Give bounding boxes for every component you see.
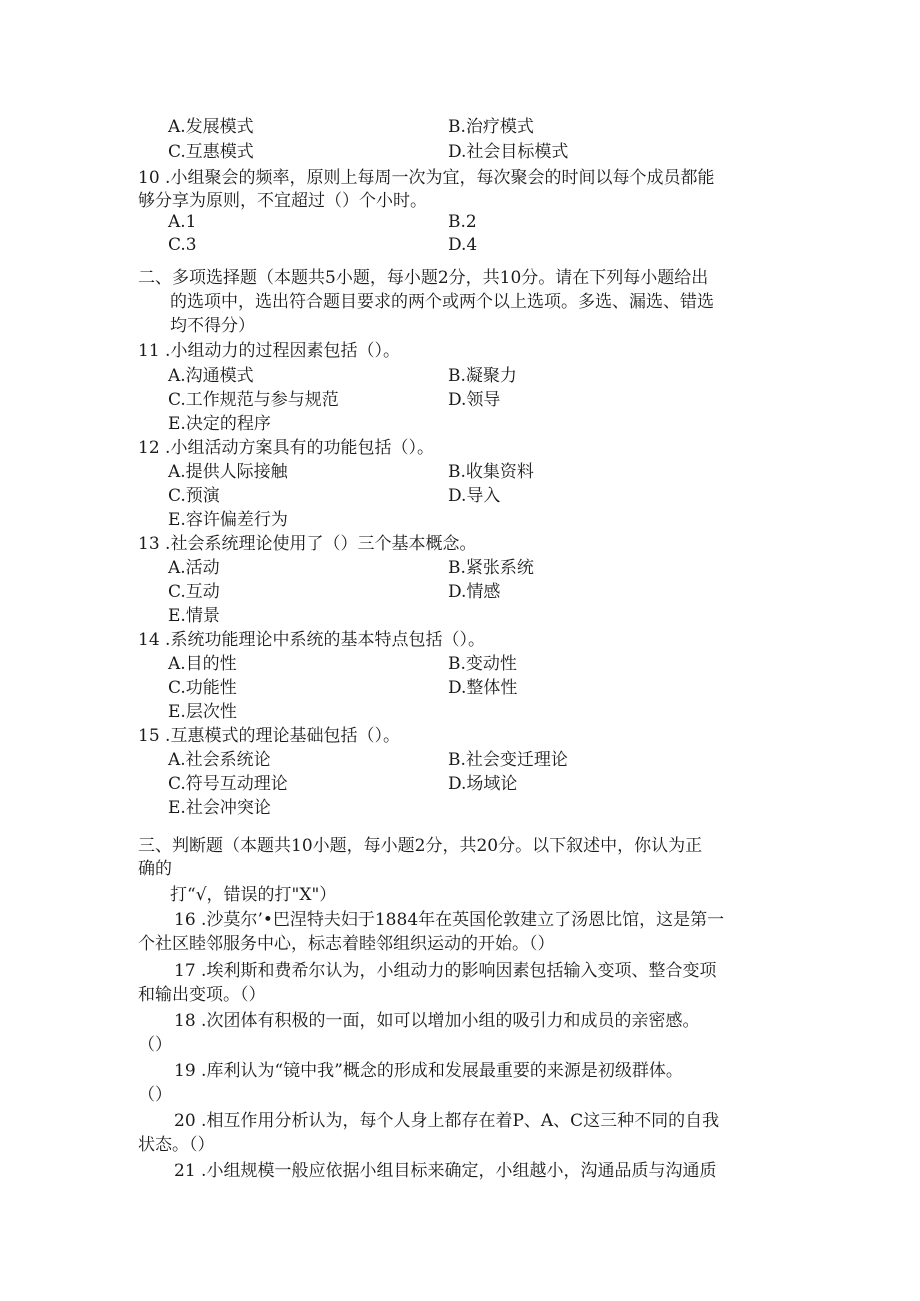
q12-option-a: A.提供人际接触	[168, 462, 288, 482]
q11-option-d: D.领导	[448, 390, 501, 410]
q13-option-a: A.活动	[168, 558, 220, 578]
q19-line2: （）	[138, 1085, 172, 1105]
q14-option-e: E.层次性	[168, 702, 237, 722]
q11-stem: 11 .小组动力的过程因素包括（）。	[138, 341, 400, 361]
q10-option-b: B.2	[448, 212, 477, 232]
q12-stem: 12 .小组活动方案具有的功能包括（）。	[138, 438, 434, 458]
q11-option-e: E.决定的程序	[168, 414, 271, 434]
q13-option-d: D.情感	[448, 582, 501, 602]
section2-heading-line3: 均不得分）	[170, 316, 255, 336]
q16-line2: 个社区睦邻服务中心，标志着睦邻组织运动的开始。（）	[138, 934, 555, 954]
q13-option-b: B.紧张系统	[448, 558, 534, 578]
q12-option-c: C.预演	[168, 486, 220, 506]
section3-heading-line1: 三、判断题（本题共10小题，每小题2分，共20分。以下叙述中，你认为正	[138, 836, 703, 856]
q9-option-d: D.社会目标模式	[448, 142, 569, 162]
q15-option-a: A.社会系统论	[168, 750, 271, 770]
q14-option-c: C.功能性	[168, 678, 237, 698]
section3-heading-line3: 打“√，错误的打"X"）	[170, 885, 337, 905]
q11-option-a: A.沟通模式	[168, 366, 254, 386]
section2-heading-line1: 二、多项选择题（本题共5小题，每小题2分，共10分。请在下列每小题给出	[138, 268, 709, 288]
q10-option-c: C.3	[168, 235, 197, 255]
q10-stem-line2: 够分享为原则，不宜超过（）个小时。	[138, 191, 427, 211]
q15-option-c: C.符号互动理论	[168, 774, 288, 794]
q10-stem-line1: 10 .小组聚会的频率，原则上每周一次为宜，每次聚会的时间以每个成员都能	[138, 168, 715, 188]
q14-option-b: B.变动性	[448, 654, 517, 674]
q14-stem: 14 .系统功能理论中系统的基本特点包括（）。	[138, 630, 485, 650]
q13-stem: 13 .社会系统理论使用了（）三个基本概念。	[138, 534, 477, 554]
q21-line1: 21 .小组规模一般应依据小组目标来确定，小组越小，沟通品质与沟通质	[174, 1161, 717, 1181]
q11-option-b: B.凝聚力	[448, 366, 517, 386]
q10-option-a: A.1	[168, 212, 197, 232]
q11-option-c: C.工作规范与参与规范	[168, 390, 339, 410]
q12-option-b: B.收集资料	[448, 462, 534, 482]
q15-option-d: D.场域论	[448, 774, 518, 794]
q10-option-d: D.4	[448, 235, 478, 255]
q14-option-a: A.目的性	[168, 654, 237, 674]
q18-line2: （）	[138, 1035, 172, 1055]
section2-heading-line2: 的选项中，选出符合题目要求的两个或两个以上选项。多选、漏选、错选	[170, 292, 714, 312]
q9-option-b: B.治疗模式	[448, 117, 534, 137]
q12-option-d: D.导入	[448, 486, 501, 506]
q18-line1: 18 .次团体有积极的一面，如可以增加小组的吸引力和成员的亲密感。	[174, 1011, 700, 1031]
q16-line1: 16 .沙莫尔’•巴涅特夫妇于1884年在英国伦敦建立了汤恩比馆，这是第一	[174, 910, 725, 930]
q14-option-d: D.整体性	[448, 678, 518, 698]
q13-option-e: E.情景	[168, 606, 220, 626]
q13-option-c: C.互动	[168, 582, 220, 602]
q15-option-b: B.社会变迁理论	[448, 750, 568, 770]
q17-line1: 17 .埃利斯和费希尔认为，小组动力的影响因素包括输入变项、整合变项	[174, 961, 717, 981]
q9-option-c: C.互惠模式	[168, 142, 254, 162]
q9-option-a: A.发展模式	[168, 117, 254, 137]
q20-line1: 20 .相互作用分析认为，每个人身上都存在着P、A、C这三种不同的自我	[174, 1111, 720, 1131]
section3-heading-line2: 确的	[138, 859, 172, 879]
q12-option-e: E.容许偏差行为	[168, 510, 288, 530]
q19-line1: 19 .库利认为“镜中我”概念的形成和发展最重要的来源是初级群体。	[174, 1061, 683, 1081]
q15-stem: 15 .互惠模式的理论基础包括（）。	[138, 726, 400, 746]
q15-option-e: E.社会冲突论	[168, 798, 271, 818]
q20-line2: 状态。（）	[138, 1135, 215, 1155]
q17-line2: 和输出变项。（）	[138, 985, 266, 1005]
